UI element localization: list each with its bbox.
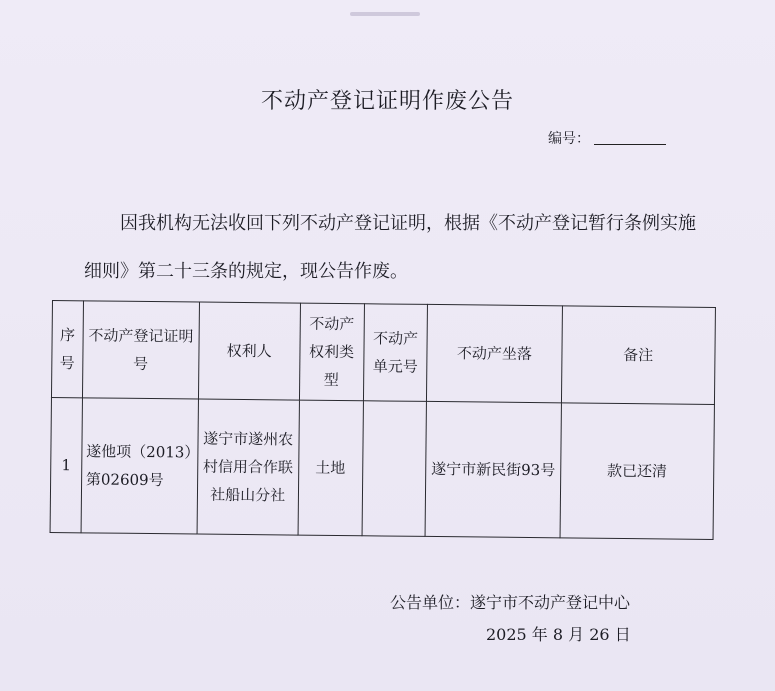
- cell-right-holder: 遂宁市遂州农村信用合作联社船山分社: [197, 399, 299, 535]
- scan-mark: [350, 12, 420, 16]
- serial-label: 编号：: [548, 131, 590, 147]
- void-certificate-table: [50, 300, 716, 540]
- serial-blank: [594, 130, 666, 145]
- header-unit-no: 不动产单元号: [363, 304, 428, 402]
- cell-right-type: 土地: [298, 400, 363, 536]
- header-right-type: 不动产权利类型: [299, 303, 364, 401]
- header-certificate-no: 不动产登记证明号: [82, 301, 199, 399]
- notice-title: 不动产登记证明作废公告: [260, 89, 514, 114]
- cell-certificate-no: 遂他项（2013）第02609号: [81, 398, 198, 534]
- header-right-holder: 权利人: [198, 302, 300, 400]
- cell-location: 遂宁市新民街93号: [425, 401, 560, 537]
- issue-date: 2025 年 8 月 26 日: [486, 625, 631, 644]
- cell-unit-no: [362, 401, 427, 537]
- serial-number: [548, 128, 666, 148]
- table-header-row: [51, 301, 715, 405]
- header-index: 序号: [51, 301, 83, 398]
- header-remarks: 备注: [561, 306, 715, 405]
- header-location: 不动产坐落: [427, 304, 562, 402]
- cell-remarks: 款已还清: [560, 403, 715, 540]
- notice-body: 因我机构无法收回下列不动产登记证明，根据《不动产登记暂行条例实施细则》第二十三条的规定，现公告作废。: [84, 213, 696, 282]
- table-row: [50, 397, 714, 539]
- issuing-unit: 公告单位：遂宁市不动产登记中心: [390, 593, 631, 612]
- cell-index: 1: [50, 397, 82, 532]
